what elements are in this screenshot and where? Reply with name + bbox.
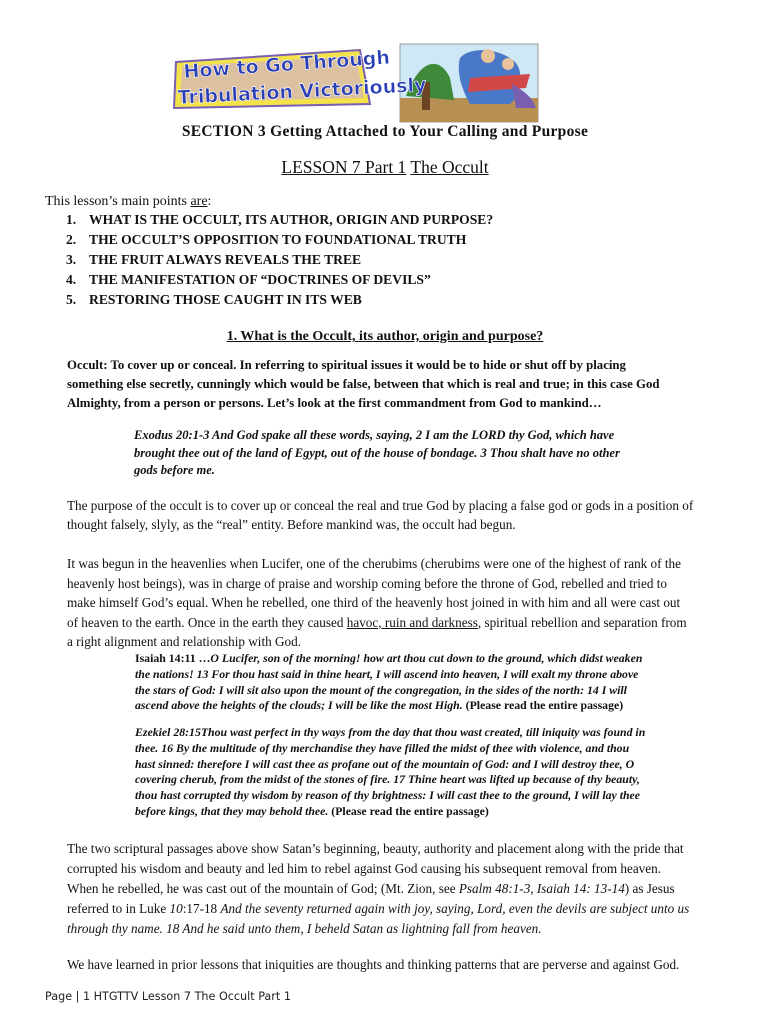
scripture-reference: Psalm 48:1-3, Isaiah 14: 13-14 <box>458 881 625 896</box>
exodus-quote <box>134 427 694 480</box>
read-passage-note: (Please read the entire passage) <box>465 698 624 713</box>
logo <box>170 38 550 128</box>
logo-text <box>170 38 550 128</box>
list-text: THE MANIFESTATION OF “DOCTRINES OF DEVILS” <box>89 272 431 287</box>
paragraph-line: We have learned in prior lessons that iniquities are thoughts and thinking patterns that are perverse and against God. <box>67 957 680 972</box>
text-run: referred to in Luke <box>67 901 170 916</box>
scripture-reference: 10 <box>169 901 183 916</box>
list-number: 4. <box>66 272 77 287</box>
quote-line: Exodus 20:1-3 And God spake all these words, saying, 2 I am the LORD thy God, which have <box>134 428 615 442</box>
list-item <box>66 210 493 230</box>
quote-line <box>135 651 695 667</box>
list-text: RESTORING THOSE CAUGHT IN ITS WEB <box>89 292 362 307</box>
paragraph-line <box>67 613 729 633</box>
intro-underlined: are <box>190 194 208 209</box>
list-item <box>66 250 493 270</box>
lesson-title-part-a: LESSON 7 Part 1 <box>281 157 407 177</box>
lesson-title-part-b: The Occult <box>410 157 489 177</box>
intro-text: This lesson’s main points <box>45 194 191 209</box>
text-run: , spiritual rebellion and separation from <box>477 614 687 630</box>
definition-line: Occult: To cover up or conceal. In referring to spiritual issues it would be to hide or shut off by placing <box>67 358 626 372</box>
list-item <box>66 290 493 310</box>
main-points-list <box>66 210 493 310</box>
definition-line: something else secretly, cunningly which would be false, between that which is real and true; in this case God <box>67 377 660 391</box>
ezekiel-quote <box>135 725 695 820</box>
isaiah-quote <box>135 651 695 714</box>
paragraph-line: heavenly host beings), was in charge of praise and worship coming before the throne of God, rebelled and tried to <box>67 575 667 591</box>
list-text: THE FRUIT ALWAYS REVEALS THE TREE <box>89 252 362 267</box>
paragraph-line: The purpose of the occult is to cover up or conceal the real and true God by placing a false god or gods in a position of <box>67 498 694 513</box>
paragraph-line: make himself God’s equal. When he rebelled, one third of the heavenly host joined in with him and all were cast out <box>67 595 681 610</box>
underlined-phrase: havoc, ruin and darkness <box>346 614 478 630</box>
quote-line: the nations! 13 For thou hast said in thine heart, I will ascend into heaven, I will exalt my throne above <box>135 666 639 681</box>
list-text: THE OCCULT’S OPPOSITION TO FOUNDATIONAL TRUTH <box>89 232 467 247</box>
quote-line: hast sinned: therefore I will cast thee as profane out of the mountain of God: and I will destroy thee, O <box>135 756 635 771</box>
quote-text: before kings, that they may behold thee. <box>135 803 329 818</box>
scripture-reference: Isaiah 14:11 … <box>135 651 211 665</box>
definition-line: Almighty, from a person or persons. Let’s look at the first commandment from God to mankind… <box>67 396 602 410</box>
list-number: 2. <box>66 232 77 247</box>
paragraph-line: It was begun in the heavenlies when Lucifer, one of the cherubims (cherubims were one of the highest of rank of the <box>67 556 681 571</box>
intro-line <box>45 194 211 210</box>
section-title: SECTION 3 Getting Attached to Your Calling and Purpose <box>181 123 589 140</box>
logo-line-2: Tribulation Victoriously <box>177 73 427 109</box>
origin-paragraph <box>67 554 729 652</box>
text-run: of heaven to the earth. Once in the earth they caused <box>67 614 347 630</box>
quote-line: brought thee out of the land of Egypt, out of the house of bondage. 3 Thou shalt have no other <box>134 445 620 460</box>
subheading <box>0 329 770 345</box>
quote-line: thee. 16 By the multitude of thy merchandise they have filled the midst of thee with violence, and thou <box>135 740 630 755</box>
list-item <box>66 230 493 250</box>
purpose-paragraph <box>67 496 729 534</box>
list-number: 3. <box>66 252 77 267</box>
page-footer: Page | 1 HTGTTV Lesson 7 The Occult Part 1 <box>45 990 291 1003</box>
paragraph-line: through thy name. 18 And he said unto them, I beheld Satan as lightning fall from heaven. <box>67 921 542 936</box>
lesson-title <box>0 157 770 178</box>
paragraph-line: a right alignment and relationship with God. <box>67 634 302 649</box>
quote-text: ascend above the heights of the clouds; I will be like the most High. <box>135 698 463 713</box>
quote-line <box>135 698 695 714</box>
list-number: 5. <box>66 292 77 307</box>
text-run: :17-18 <box>182 901 221 916</box>
list-number: 1. <box>66 212 77 227</box>
occult-definition <box>67 356 729 413</box>
quote-line: the stars of God: I will sit also upon the mount of the congregation, in the sides of the north: 14 I will <box>135 682 627 697</box>
subheading-text: 1. What is the Occult, its author, origin and purpose? <box>226 329 544 344</box>
text-run: When he rebelled, he was cast out of the mountain of God; (Mt. Zion, see <box>67 881 459 896</box>
list-text: WHAT IS THE OCCULT, ITS AUTHOR, ORIGIN AND PURPOSE? <box>89 212 494 227</box>
paragraph-line: The two scriptural passages above show Satan’s beginning, beauty, authority and placement along with the pride that <box>67 841 684 856</box>
quote-line: thou hast corrupted thy wisdom by reason of thy brightness: I will cast thee to the ground, I will lay thee <box>135 788 641 803</box>
quote-text: And the seventy returned again with joy, saying, Lord, even the devils are subject unto us <box>220 901 690 916</box>
paragraph-line: thought falsely, slyly, as the “real” entity. Before mankind was, the occult had begun. <box>67 517 516 532</box>
list-item <box>66 270 493 290</box>
paragraph-line: corrupted his wisdom and beauty and led him to rebel against God causing his subsequent removal from heaven. <box>67 861 662 876</box>
summary-paragraph <box>67 839 729 939</box>
intro-colon: : <box>207 194 212 209</box>
quote-line: gods before me. <box>134 463 215 477</box>
logo-line-1: How to Go Through <box>182 46 391 83</box>
quote-line: covering cherub, from the midst of the stones of fire. 17 Thine heart was lifted up because of thy beauty, <box>135 772 640 787</box>
text-run: ) as Jesus <box>624 881 675 896</box>
quote-line <box>135 804 695 820</box>
paragraph-line <box>67 879 729 899</box>
quote-text: O Lucifer, son of the morning! how art thou cut down to the ground, which didst weaken <box>210 651 643 665</box>
quote-line: Ezekiel 28:15Thou wast perfect in thy ways from the day that thou wast created, till iniquity was found in <box>135 725 646 739</box>
learned-paragraph <box>67 957 729 973</box>
read-passage-note: (Please read the entire passage) <box>331 803 489 818</box>
paragraph-line <box>67 899 729 919</box>
